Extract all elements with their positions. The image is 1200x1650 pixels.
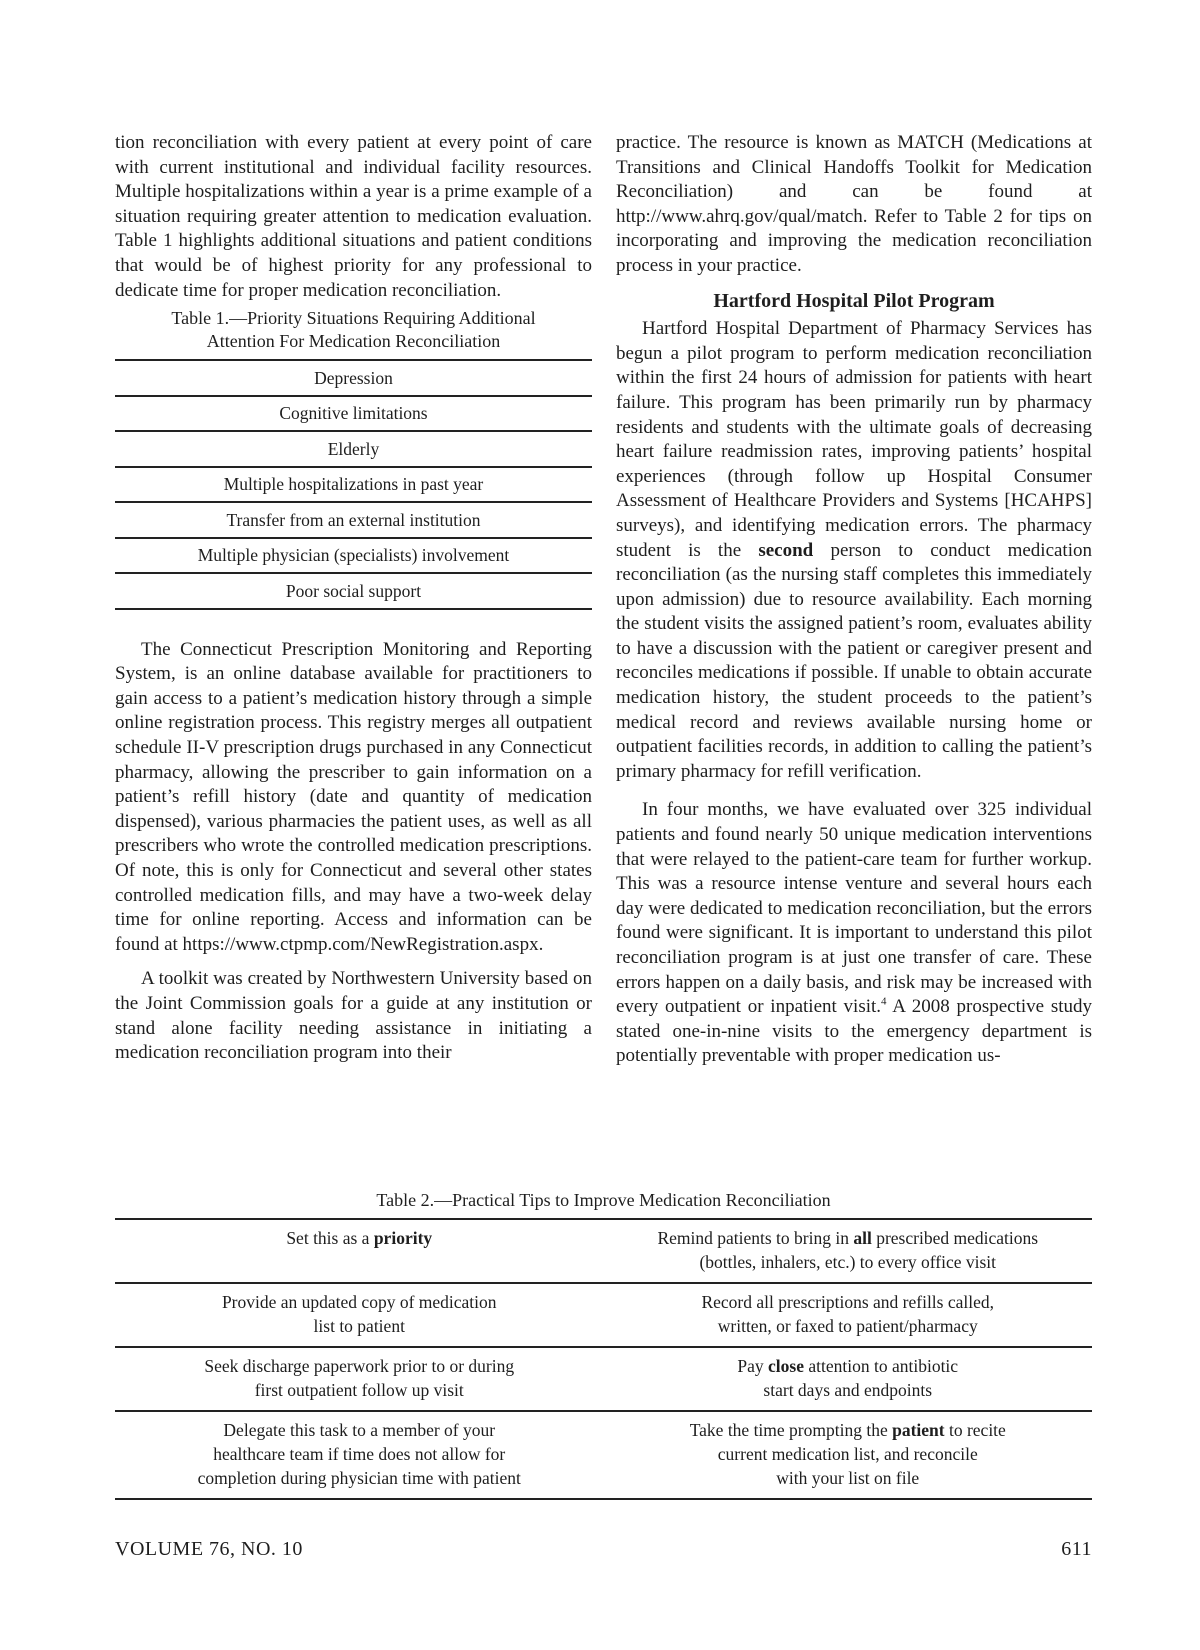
table1-caption-line2: Attention For Medication Reconciliation [206, 331, 501, 352]
cell-text: with your list on file [776, 1468, 920, 1488]
right-paragraph-2-text-b: person to conduct medication reconciliation (as the nursing staff completes this immediately upon admission) due to resource availability. Each morning the student visits the assigned patient’s room, evaluates ability to have a discussion with the patient or caregiver present and reconciles medications if possible. If unable to obtain accurate medication history, the student proceeds to the patient’s medical record and reviews available nursing home or outpatient facilities records, in addition to calling the patient’s primary pharmacy for refill verification. [616, 539, 1092, 782]
cell-text: (bottles, inhalers, etc.) to every office visit [699, 1252, 997, 1272]
citation-superscript: 4 [881, 995, 887, 1008]
cell-bold: all [853, 1228, 872, 1248]
left-paragraph-3: A toolkit was created by Northwestern University based on the Joint Commission goals for a guide at any institution or stand alone facility needing assistance in initiating a medication reconciliation program into their [115, 968, 592, 1064]
table-row [115, 396, 592, 432]
table1-cell: Poor social support [115, 573, 592, 609]
right-paragraph-2-text-a: Hartford Hospital Department of Pharmacy Services has begun a pilot program to perform medication reconciliation within the first 24 hours of admission for patients with heart failure. This program has been primarily run by pharmacy residents and students with the ultimate goals of decreasing heart failure readmission rates, improving patients’ hospital experiences (through follow up Hospital Consumer Assessment of Healthcare Providers and Systems [HCAHPS] surveys), and identifying medication errors. The pharmacy student is the [616, 318, 1092, 561]
left-column [115, 131, 592, 1066]
table2 [115, 1218, 1092, 1500]
table-row [115, 431, 592, 467]
table2-cell [115, 1411, 604, 1499]
table1-caption [115, 307, 592, 353]
table1-cell: Multiple hospitalizations in past year [115, 467, 592, 503]
table1-cell: Cognitive limitations [115, 396, 592, 432]
section-heading: Hartford Hospital Pilot Program [713, 289, 995, 312]
cell-text: current medication list, and reconcile [717, 1444, 978, 1464]
table-row [115, 502, 592, 538]
table1-cell: Transfer from an external institution [115, 502, 592, 538]
cell-bold: patient [892, 1420, 945, 1440]
cell-text: healthcare team if time does not allow for [213, 1444, 506, 1464]
cell-bold: priority [373, 1228, 433, 1248]
cell-text: Pay [737, 1356, 764, 1376]
cell-text: Record all prescriptions and refills called, [701, 1292, 995, 1312]
bold-word-second: second [758, 539, 814, 561]
right-paragraph-2 [616, 317, 1092, 784]
table2-cell [604, 1347, 1093, 1411]
left-paragraph-1: tion reconciliation with every patient at every point of care with current institutional and individual facility resources. Multiple hospitalizations within a year is a prime example of a situation requiring greater attention to medication evaluation. Table 1 highlights additional situations and patient conditions that would be of highest priority for any professional to dedicate time for proper medication reconciliation. [115, 132, 592, 301]
table2-cell [604, 1283, 1093, 1347]
left-paragraph-2: The Connecticut Prescription Monitoring and Reporting System, is an online database available for practitioners to gain access to a patient’s medication history through a simple online registration process. This registry merges all outpatient schedule II-V prescription drugs purchased in any Connecticut pharmacy, allowing the prescriber to gain information on a patient’s refill history (date and quantity of medication dispensed), various pharmacies the patient uses, as well as all prescribers who wrote the controlled medication prescriptions. Of note, this is only for Connecticut and several other states controlled medication fills, and may have a two-week delay time for online reporting. Access and information can be found at https://www.ctpmp.com/NewRegistration.aspx. [115, 638, 592, 955]
cell-text: Delegate this task to a member of your [223, 1420, 496, 1440]
table1-caption-line1: Table 1.—Priority Situations Requiring Additional [171, 308, 536, 329]
cell-text: completion during physician time with patient [197, 1468, 521, 1488]
table2-cell [115, 1347, 604, 1411]
table1 [115, 359, 592, 610]
cell-text: first outpatient follow up visit [254, 1380, 464, 1400]
footer-volume: VOLUME 76, NO. 10 [115, 1538, 303, 1560]
table-row [115, 360, 592, 396]
table-row [115, 1283, 1092, 1347]
table-row [115, 538, 592, 574]
cell-text: Provide an updated copy of medication [221, 1292, 497, 1312]
cell-text: Seek discharge paperwork prior to or during [204, 1356, 515, 1376]
table1-cell: Multiple physician (specialists) involvement [115, 538, 592, 574]
right-paragraph-1: practice. The resource is known as MATCH (Medications at Transitions and Clinical Handoffs Toolkit for Medication Reconciliation) and can be found at http://www.ahrq.gov/qual/match. Refer to Table 2 for tips on incorporating and improving the medication reconciliation process in your practice. [616, 132, 1092, 276]
right-paragraph-3-text-b: A 2008 prospective study stated one-in-nine visits to the emergency department is potentially preventable with proper medication us- [616, 996, 1093, 1067]
cell-text: start days and endpoints [763, 1380, 933, 1400]
table-row [115, 1411, 1092, 1499]
right-column [616, 131, 1092, 1069]
table2-cell [115, 1219, 604, 1283]
cell-text: to recite [948, 1420, 1006, 1440]
table2-cell [115, 1283, 604, 1347]
footer-page-number: 611 [1061, 1538, 1092, 1560]
cell-text: Set this as a [286, 1228, 370, 1248]
right-paragraph-3 [616, 798, 1092, 1069]
cell-text: Take the time prompting the [689, 1420, 888, 1440]
table-row [115, 1347, 1092, 1411]
table-row [115, 1219, 1092, 1283]
table-row [115, 467, 592, 503]
cell-text: list to patient [313, 1316, 405, 1336]
cell-text: written, or faxed to patient/pharmacy [717, 1316, 978, 1336]
table2-cell [604, 1219, 1093, 1283]
table2-cell [604, 1411, 1093, 1499]
table-row [115, 573, 592, 609]
right-paragraph-3-text-a: In four months, we have evaluated over 325 individual patients and found nearly 50 unique medication interventions that were relayed to the patient-care team for further workup. This was a resource intense venture and several hours each day were dedicated to medication reconciliation, but the errors found were significant. It is important to understand this pilot reconciliation program is at just one transfer of care. These errors happen on a daily basis, and risk may be increased with every outpatient or inpatient visit. [616, 799, 1092, 1018]
table1-cell: Elderly [115, 431, 592, 467]
cell-text: Remind patients to bring in [657, 1228, 849, 1248]
cell-text: prescribed medications [876, 1228, 1039, 1248]
cell-bold: close [768, 1356, 804, 1376]
cell-text: attention to antibiotic [808, 1356, 959, 1376]
table2-caption: Table 2.—Practical Tips to Improve Medication Reconciliation [376, 1190, 831, 1210]
table1-cell: Depression [115, 360, 592, 396]
